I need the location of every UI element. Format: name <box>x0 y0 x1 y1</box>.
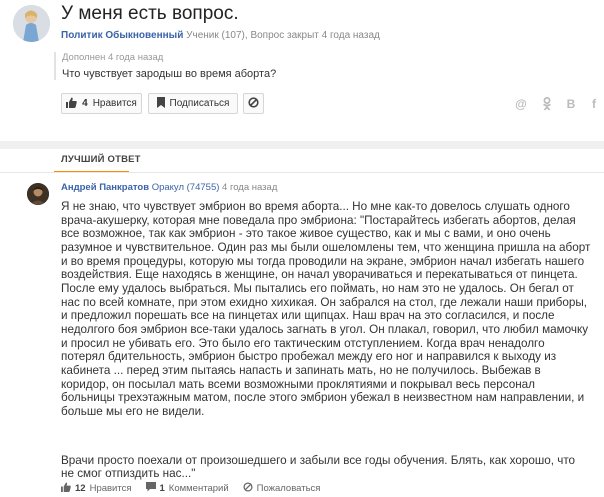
addendum-label: Дополнен 4 года назад <box>62 52 164 63</box>
question-meta: Политик Обыкновенный Ученик (107), Вопрос закрыт 4 года назад <box>61 30 380 41</box>
bookmark-icon <box>157 97 165 111</box>
asker-name-link[interactable]: Политик Обыкновенный <box>61 30 184 41</box>
asker-avatar[interactable] <box>13 5 50 42</box>
block-button[interactable] <box>243 93 264 114</box>
like-button[interactable] <box>61 93 142 114</box>
subscribe-button[interactable] <box>148 93 238 114</box>
answer-like-count: 12 <box>75 483 86 494</box>
answer-time: 4 года назад <box>222 182 278 193</box>
answerer-rank[interactable]: Оракул (74755) <box>151 182 220 193</box>
like-count: 4 <box>82 98 88 109</box>
report-button[interactable] <box>243 482 321 495</box>
question-title: У меня есть вопрос. <box>61 3 239 24</box>
comments-button[interactable] <box>146 482 229 495</box>
asker-rank: Ученик (107) <box>186 30 245 41</box>
vk-icon[interactable]: B <box>566 97 576 111</box>
answer-footer <box>61 482 334 495</box>
answerer-avatar[interactable] <box>27 183 49 205</box>
header-divider <box>0 172 604 173</box>
answer-meta <box>61 182 277 193</box>
comments-label: Комментарий <box>168 483 229 494</box>
at-icon[interactable]: @ <box>515 97 527 111</box>
answer-body <box>61 200 591 481</box>
best-answer-heading: ЛУЧШИЙ ОТВЕТ <box>61 154 141 165</box>
facebook-icon[interactable]: f <box>592 97 596 111</box>
like-label: Нравится <box>92 98 137 109</box>
subscribe-label: Подписаться <box>169 98 230 109</box>
answer-paragraph: Я не знаю, что чувствует эмбрион во время аборта... Но мне как-то довелось слушать одного врача-акушерку, которая мне поведала про эмбриона: "Постарайтесь избегать абортов, делая все возможное, так как эмбрион - это такое живое существо, как и мы с вами, и оно очень разумное и чувствительное. Один раз мы были ошеломлены тем, что женщина пришла на аборт и во время процедуры, которую мы тогда проводили на экране, эмбрион начал избегать нашего воздействия. Еще находясь в женщине, он начал уворачиваться и перекатываться от пинцета. После ему удалось выбраться. Мы пытались его поймать, но нам это не удалось. Он бегал от нас по всей комнате, при этом ехидно хихикая. Он забрался на стол, где лежали наши приборы, и предложил порешать все на пинцетах или щипцах. Наш врач на это согласился, и после недолгого боя эмбрион все-таки удалось загнать в угол. Он плакал, говорил, что любил мамочку и просил не убивать его. Это было его тактическим отступлением. Когда врач ненадолго потерял бдительность, эмбрион быстро пробежал между его ног и направился к выходу из кабинета ... перед этим пытаясь напасть и запинать мать, но не получилось. Выбежав в коридор, он посылал мать всеми возможными проклятиями и покрывал весь персонал больницы трехэтажным матом, после этого эмбрион убежал в неизвестном нам направлении, и больше мы его не видели. <box>61 200 591 418</box>
answer-like-button[interactable] <box>61 482 132 495</box>
odnoklassniki-icon[interactable] <box>540 97 554 114</box>
answer-like-label: Нравится <box>89 483 132 494</box>
question-addendum <box>54 52 454 80</box>
comment-icon <box>146 482 156 495</box>
thumbs-up-icon <box>66 97 77 111</box>
question-status: Вопрос закрыт 4 года назад <box>250 30 380 41</box>
report-label: Пожаловаться <box>256 483 321 494</box>
answer-paragraph: Врачи просто поехали от произошедшего и забыли все годы обучения. Блять, как хорошо, что не смог отпиздить нас..." <box>61 453 576 481</box>
thumbs-up-icon <box>61 482 71 495</box>
addendum-text: Что чувствует зародыш во время аборта? <box>62 68 277 80</box>
block-icon <box>243 482 253 495</box>
answerer-name-link[interactable]: Андрей Панкратов <box>61 182 150 193</box>
block-icon <box>248 97 259 111</box>
comments-count: 1 <box>159 483 165 494</box>
section-separator <box>0 141 604 149</box>
